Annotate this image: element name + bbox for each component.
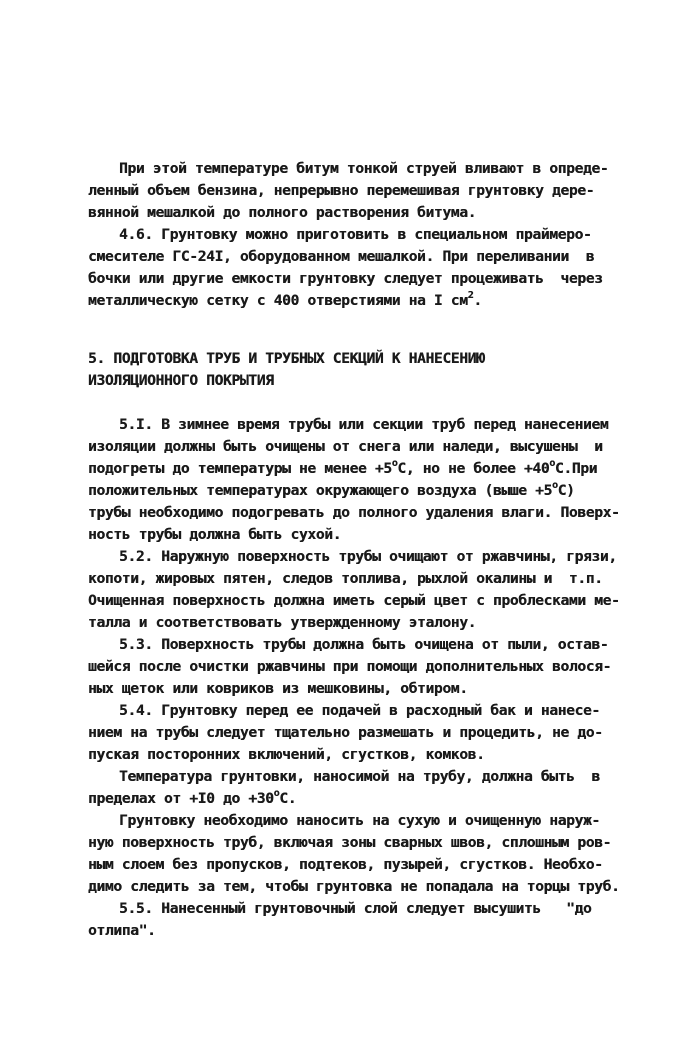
text-line: нием на трубы следует тщательно размешать и процедить, не до- [88,724,603,741]
text-line: пуская посторонних включений, сгустков, комков. [88,746,485,763]
text-line: изоляции должны быть очищены от снега или наледи, высушены и [88,438,603,455]
text-segment: . [473,292,482,309]
superscript: о [391,458,398,469]
text-line: смесителе ГС-24I, оборудованном мешалкой. При переливании в [88,248,595,265]
text-line: ную поверхность труб, включая зоны сварных швов, сплошным ров- [88,834,612,851]
text-line [88,482,575,500]
text-line: ных щеток или ковриков из мешковины, обтиром. [88,680,468,697]
text-line: 5.I. В зимнее время трубы или секции труб перед нанесением [119,416,609,433]
text-line [88,460,597,478]
text-line: Грунтовку необходимо наносить на сухую и очищенную наруж- [119,812,600,829]
superscript: о [273,788,280,799]
text-line [88,292,482,310]
text-line: 4.6. Грунтовку можно приготовить в специальном праймеро- [119,226,592,243]
text-line: трубы необходимо подогревать до полного удаления влаги. Поверх- [88,504,620,521]
text-segment: С. [279,790,297,807]
section-heading: 5. ПОДГОТОВКА ТРУБ И ТРУБНЫХ СЕКЦИЙ К НАНЕСЕНИЮ [88,350,485,367]
text-line: талла и соответствовать утвержденному эталону. [88,614,477,631]
text-line: ность трубы должна быть сухой. [88,526,342,543]
text-line: 5.3. Поверхность трубы должна быть очищена от пыли, остав- [119,636,609,653]
text-line: 5.2. Наружную поверхность трубы очищают от ржавчины, грязи, [119,548,617,565]
text-line: димо следить за тем, чтобы грунтовка не попадала на торцы труб. [88,878,620,895]
text-line: ленный объем бензина, непрерывно перемешивая грунтовку дере- [88,182,595,199]
superscript: 2 [467,290,474,301]
text-segment: С.При [554,460,598,477]
text-line: отлипа". [88,922,156,939]
text-segment: подогреты до температуры не менее +5 [88,460,392,477]
text-line: 5.5. Нанесенный грунтовочный слой следует высушить "до [119,900,592,917]
superscript: о [552,480,558,491]
superscript: о [549,458,555,469]
text-line: копоти, жировых пятен, следов топлива, рыхлой окалины и т.п. [88,570,603,587]
text-line: бочки или другие емкости грунтовку следует процеживать через [88,270,603,287]
text-segment: пределах от +I0 до +30 [88,790,274,807]
text-segment: С) [557,482,575,499]
text-line: ным слоем без пропусков, подтеков, пузырей, сгустков. Необхо- [88,856,603,873]
text-line: 5.4. Грунтовку перед ее подачей в расходный бак и нанесе- [119,702,600,719]
text-segment: С, но не более +40 [397,460,550,477]
text-line: вянной мешалкой до полного растворения битума. [88,204,477,221]
text-line: шейся после очистки ржавчины при помощи дополнительных волося- [88,658,612,675]
text-line: При этой температуре битум тонкой струей вливают в опреде- [119,160,609,177]
text-segment: положительных температурах окружающего воздуха (выше +5 [88,482,552,499]
text-segment: металлическую сетку с 400 отверстиями на I см [88,292,468,309]
text-line: Очищенная поверхность должна иметь серый цвет с проблесками ме- [88,592,620,609]
section-heading: ИЗОЛЯЦИОННОГО ПОКРЫТИЯ [88,372,274,389]
text-line: Температура грунтовки, наносимой на трубу, должна быть в [119,768,600,785]
text-line [88,790,296,808]
